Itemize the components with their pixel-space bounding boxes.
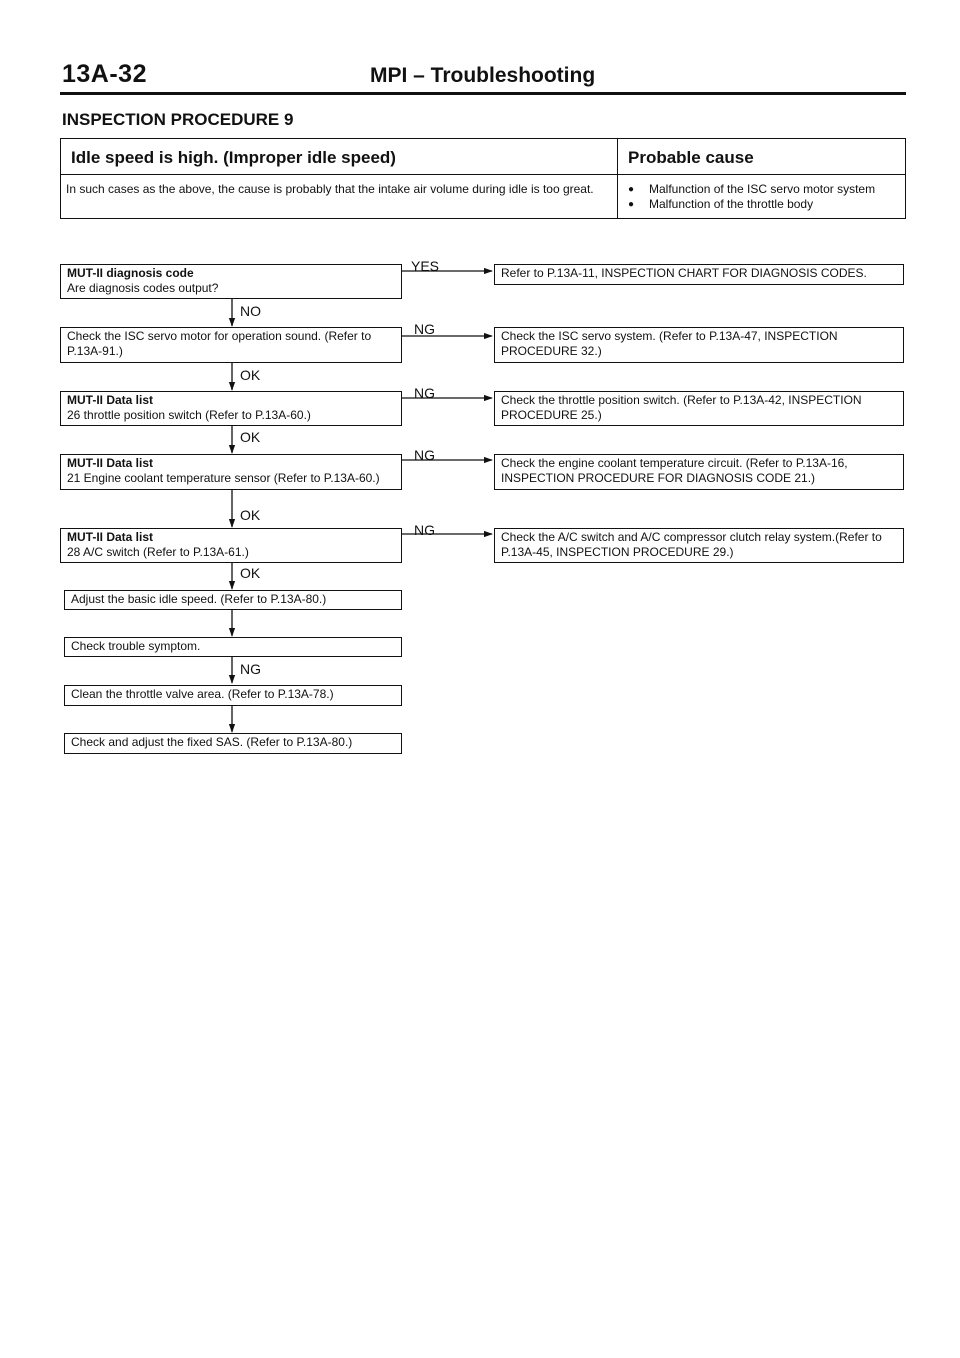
action-check-tps — [494, 391, 904, 426]
symptom-title: Idle speed is high. (Improper idle speed) — [61, 139, 617, 175]
step-check-symptom — [64, 637, 402, 657]
label-ng-4: NG — [414, 447, 435, 463]
section-title: MPI – Troubleshooting — [370, 64, 596, 87]
procedure-heading: INSPECTION PROCEDURE 9 — [62, 110, 294, 129]
step-clean-throttle — [64, 685, 402, 706]
step-clean-throttle-text: Clean the throttle valve area. (Refer to P.13A-78.) — [71, 687, 334, 701]
action-check-isc-system-text: Check the ISC servo system. (Refer to P.13A-47, INSPECTION PROCEDURE 32.) — [501, 329, 838, 358]
step-ac-data-list-item: 28 A/C switch (Refer to P.13A-61.) — [67, 545, 249, 559]
label-ok-4: OK — [240, 507, 261, 523]
label-ok-5: OK — [240, 565, 261, 581]
step-adjust-sas-text: Check and adjust the fixed SAS. (Refer to P.13A-80.) — [71, 735, 353, 749]
label-ng-3: NG — [414, 385, 435, 401]
step-tps-data-list — [60, 391, 402, 426]
step-diagnosis-code — [60, 264, 402, 299]
action-check-isc-system — [494, 327, 904, 363]
label-ng-5: NG — [414, 522, 435, 538]
step-tps-data-list-item: 26 throttle position switch (Refer to P.13A-60.) — [67, 408, 311, 422]
action-check-ac-switch-text: Check the A/C switch and A/C compressor clutch relay system.(Refer to P.13A-45, INSPECTION PROCEDURE 29.) — [501, 530, 882, 559]
action-refer-diagnosis-chart-text: Refer to P.13A-11, INSPECTION CHART FOR DIAGNOSIS CODES. — [501, 266, 867, 280]
cause-item: ● Malfunction of the ISC servo motor system — [623, 182, 897, 197]
action-check-ect-circuit-text: Check the engine coolant temperature circuit. (Refer to P.13A-16, INSPECTION PROCEDURE FOR DIAGNOSIS CODE 21.) — [501, 456, 848, 485]
step-ect-data-list — [60, 454, 402, 490]
step-adjust-sas — [64, 733, 402, 754]
label-ng-2: NG — [414, 321, 435, 337]
step-check-symptom-text: Check trouble symptom. — [71, 639, 201, 653]
action-check-ect-circuit — [494, 454, 904, 490]
step-ect-data-list-item: 21 Engine coolant temperature sensor (Refer to P.13A-60.) — [67, 471, 380, 485]
step-isc-sound-check-text: Check the ISC servo motor for operation sound. (Refer to P.13A-91.) — [67, 329, 372, 358]
step-diagnosis-code-title: MUT-II diagnosis code — [67, 266, 194, 280]
label-ok-2: OK — [240, 367, 261, 383]
step-diagnosis-code-question: Are diagnosis codes output? — [67, 281, 219, 295]
step-ac-data-list-title: MUT-II Data list — [67, 530, 154, 544]
page-number: 13A-32 — [62, 60, 147, 88]
action-check-tps-text: Check the throttle position switch. (Refer to P.13A-42, INSPECTION PROCEDURE 25.) — [501, 393, 862, 422]
step-ac-data-list — [60, 528, 402, 563]
step-tps-data-list-title: MUT-II Data list — [67, 393, 154, 407]
label-ng-7: NG — [240, 661, 261, 677]
label-ok-3: OK — [240, 429, 261, 445]
label-no: NO — [240, 303, 261, 319]
step-isc-sound-check — [60, 327, 402, 363]
step-ect-data-list-title: MUT-II Data list — [67, 456, 154, 470]
step-adjust-idle — [64, 590, 402, 610]
action-check-ac-switch — [494, 528, 904, 563]
label-yes: YES — [411, 258, 440, 274]
symptom-description: In such cases as the above, the cause is probably that the intake air volume during idle is too great. — [66, 182, 594, 196]
step-adjust-idle-text: Adjust the basic idle speed. (Refer to P.13A-80.) — [71, 592, 327, 606]
action-refer-diagnosis-chart — [494, 264, 904, 285]
cause-item: ● Malfunction of the throttle body — [623, 197, 897, 212]
cause-title: Probable cause — [618, 139, 905, 175]
